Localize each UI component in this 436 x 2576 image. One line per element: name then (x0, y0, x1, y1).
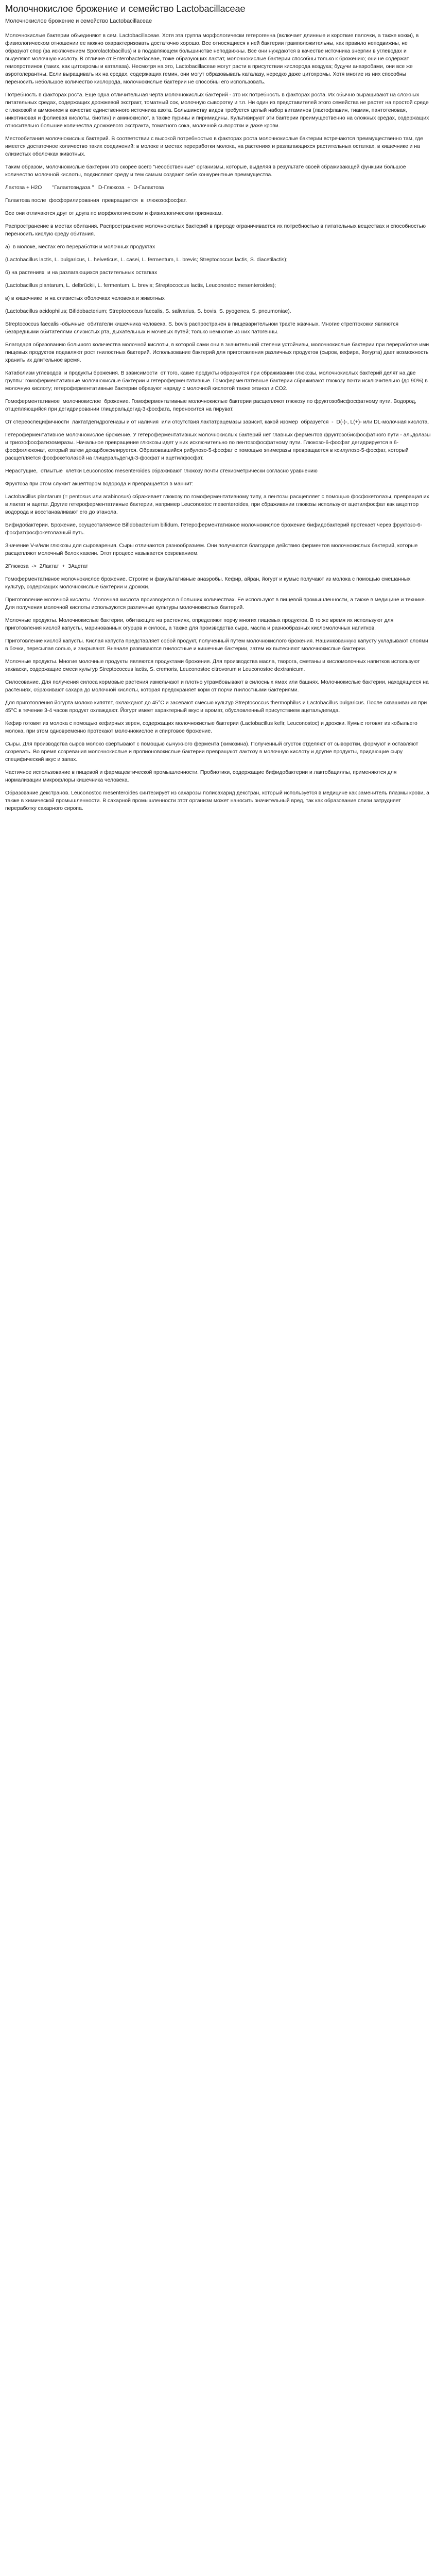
article-paragraph: Гомоферментативное молочнокислое брожение. Гомоферментативные молочнокислые бактерии расщепляют глюкозу по фруктозобисфосфатному пути. Водород, отщепляющийся при дегидрировании глицеральдегид-3-фосфата, переносится на пируват. (5, 399, 418, 412)
article-paragraph: (Lactobacillus acidophilus; Bifidobacterium; Streptococcus faecalis, S. salivarius, S. bovis, S. pyogenes, S. pneumoniae). (5, 309, 291, 314)
article-paragraph: Благодаря образованию большого количества молочной кислоты, в которой сами они в значительной степени устойчивы, молочнокислые бактерии при переработке ими пищевых продуктов подавляют рост гнилостных бактерий. Использование бактерий для приготовления различных продуктов (сыров, кефира, йогурта) дает возможность хранить их длительное время. (5, 342, 431, 363)
article-body (5, 32, 431, 812)
article-paragraph: б) на растениях и на разлагающихся растительных остатках (5, 270, 158, 276)
article-paragraph: Катаболизм углеводов и продукты брожения. В зависимости от того, какие продукты образуются при сбраживании глюкозы, молочнокислых бактерий делят на две группы: гомоферментативные молочнокислые бактерии и гетероферментативные. Гомоферментативные бактерии сбраживают глюкозу почти исключительно (до 90%) в молочную кислоту; гетероферментативные бактерии образуют наряду с молочной кислотой также этанол и CO2. (5, 370, 429, 392)
article-paragraph: Бифидобактерии. Брожение, осуществляемое Bifidobacterium bifidum. Гетероферментативное молочнокислое брожение бифидобактерий протекает через фруктозо-6-фосфатфосфокетолазный путь. (5, 522, 422, 536)
article-paragraph: Образование декстранов. Leuconostoc mesenteroides синтезирует из сахарозы полисахарид декстран, который используется в медицине как заменитель плазмы крови, а также в химической промышленности. В сахарной промышленности этот организм может наносить значительный вред, так как образование слизи затрудняет переработку сахарного сиропа. (5, 790, 431, 811)
article-paragraph: Молочнокислые бактерии объединяют в сем. Lactobacillaceae. Хотя эта группа морфологически гетерогенна (включает длинные и короткие палочки, а также кокки), в физиологическом отношении ее можно охарактеризовать достаточно хорошо. Все относящиеся к ней бактерии грамположительны, как правило неподвижны, не образуют спор (за исключением Sporolactobacillus) и в подавляющем большинстве неподвижны. Все они нуждаются в качестве источника энергии в углеводах и выделяют молочную кислоту. В отличие от Enterobacteriaceae, тоже образующих лактат, молочнокислые бактерии способны только к брожению; они не содержат гемопротеинов (таких, как цитохромы и каталаза). Несмотря на это, Lactobacillaceae могут расти в присутствии кислорода воздуха; будучи анаэробами, они все же аэротолерантны. Если выращивать их на средах, содержащих гемин, они могут образовывать каталазу, нередко даже цитохромы. Хотя многие из них способны переносить небольшое количество кислорода, молочнокислые бактерии не способны его использовать. (5, 33, 421, 85)
article-paragraph: Частичное использование в пищевой и фармацевтической промышленности. Пробиотики, содержащие бифидобактерии и лактобациллы, применяются для нормализации микрофлоры кишечника человека. (5, 770, 398, 783)
article-paragraph: Таким образом, молочнокислые бактерии это скорее всего "несобственные" организмы, которые, выделяя в результате своей сбраживающей функции большое количество молочной кислоты, подкисляют среду и тем самым создают себе конкурентные преимущества. (5, 164, 408, 178)
document-page (0, 0, 436, 828)
article-paragraph: Streptococcus faecalis -обычные обитатели кишечника человека. S. bovis распространен в пищеварительном тракте жвачных. Многие стрептококки являются безвредными обитателями слизистых рта, дыхательных и мочевых путей; только немногие из них патогенны. (5, 321, 400, 335)
article-paragraph: Для приготовления йогурта молоко кипятят, охлаждают до 45°С и засевают смесью культур Streptococcus thermophilus и Lactobacillus bulgaricus. После сквашивания при 45°С в течение 3-4 часов продукт охлаждают. Йогурт имеет характерный вкус и аромат, обусловленный присутствием ацетальдегида. (5, 700, 429, 714)
article-paragraph: Нерастущие, отмытые клетки Leuconostoc mesenteroides сбраживают глюкозу почти стехиометрически согласно уравнению (5, 468, 318, 474)
article-paragraph: Фруктоза при этом служит акцептором водорода и превращается в маннит: (5, 481, 194, 487)
article-paragraph: Все они отличаются друг от друга по морфологическим и физиологическим признакам. (5, 211, 223, 216)
article-paragraph: (Lactobacillus lactis, L. bulgaricus, L. helveticus, L. casei, L. fermentum, L. brevis; Streptococcus lactis, S. diacetilactis); (5, 257, 288, 263)
article-paragraph: а) в молоке, местах его переработки и молочных продуктах (5, 244, 155, 250)
article-paragraph: Силосование. Для получения силоса кормовые растения измельчают и плотно утрамбовывают в силосных ямах или башнях. Молочнокислые бактерии, находящиеся на растениях, сбраживают сахара до молочной кислоты, которая предохраняет корм от порчи гнилостными бактериями. (5, 680, 430, 693)
page-subtitle: Молочнокислое брожение и семейство Lactobacillaceae (5, 18, 152, 24)
article-paragraph: в) в кишечнике и на слизистых оболочках человека и животных (5, 296, 165, 301)
article-paragraph: Потребность в факторах роста. Еще одна отличительная черта молочнокислых бактерий - это их потребность в факторах роста. Их обычно выращивают на сложных питательных средах, содержащих дрожжевой экстракт, томатный сок, молочную сыворотку и т.п. Ни один из представителей этого семейства не растет на простой среде с глюкозой и аммонием в качестве единственного источника азота. Большинству видов требуется целый набор витаминов (лактофлавин, тиамин, пантотеновая, никотиновая и фолиевая кислоты, биотин) и аминокислот, а также пурины и пиримидины. Культивируют эти бактерии преимущественно на сложных средах, содержащих относительно большие количества дрожжевого экстракта, томатного сока, молочной сыворотки и даже крови. (5, 92, 431, 129)
article-paragraph: Молочные продукты. Молочнокислые бактерии, обитающие на растениях, определяют порчу многих пищевых продуктов. В то же время их используют для приготовления кислой капусты, маринованных огурцов и силоса, а также для производства сыра, масла и разнообразных кисломолочных напитков. (5, 618, 395, 631)
article-paragraph: Гетероферментативное молочнокислое брожение. У гетероферментативных молочнокислых бактерий нет главных ферментов фруктозобисфосфатного пути - альдолазы и триозофосфатизомеразы. Начальное превращение глюкозы идет у них исключительно по пентозофосфатному пути. Глюкозо-6-фосфат дегидрируется в 6-фосфоглюконат, который затем декарбоксилируется. Образовавшийся рибулозо-5-фосфат с помощью эпимеразы превращается в ксилулозо-5-фосфат, который расщепляется фосфокетолазой на глицеральдегид-3-фосфат и ацетилфосфат. (5, 432, 432, 461)
page-title: Молочнокислое брожение и семейство Lactobacillaceae (5, 4, 246, 14)
article-paragraph: (Lactobacillus plantarum, L. delbrückii, L. fermentum, L. brevis; Streptococcus lactis, Leuconostoc mesenteroides); (5, 283, 276, 289)
article-paragraph: Местообитания молочнокислых бактерий. В соответствии с высокой потребностью в факторах роста молочнокислые бактерии встречаются преимущественно там, где имеется достаточное количество таких соединений: в молоке и местах переработки молока, на растениях и разлагающихся растительных остатках, в кишечнике и на слизистых оболочках животных. (5, 136, 425, 157)
article-paragraph: Гомоферментативное молочнокислое брожение. Строгие и факультативные анаэробы. Кефир, айран, йогурт и кумыс получают из молока с помощью смешанных культур, содержащих молочнокислые бактерии и дрожжи. (5, 577, 412, 590)
article-paragraph: Сыры. Для производства сыров молоко свертывают с помощью сычужного фермента (химозина). Полученный сгусток отделяют от сыворотки, формуют и оставляют созревать. Во время созревания молочнокислые и пропионовокислые бактерии превращают лактозу в молочную кислоту и другие продукты, придающие сыру специфический вкус и запах. (5, 741, 420, 762)
article-paragraph: Приготовление молочной кислоты. Молочная кислота производится в больших количествах. Ее используют в пищевой промышленности, а также в медицине и технике. Для получения молочной кислоты используются различные культуры молочнокислых бактерий. (5, 597, 428, 611)
article-paragraph: Кефир готовят из молока с помощью кефирных зерен, содержащих молочнокислые бактерии (Lactobacillus kefir, Leuconostoc) и дрожжи. Кумыс готовят из кобыльего молока, при этом одновременно протекают молочнокислое и спиртовое брожение. (5, 721, 419, 734)
article-paragraph: 2Глюкоза -> 2Лактат + 3Ацетат (5, 564, 89, 569)
article-paragraph: От стереоспецифичности лактатдегидрогеназы и от наличия или отсутствия лактатрацемазы зависит, какой изомер образуется - D(-)-, L(+)- или DL-молочная кислота. (5, 419, 429, 425)
article-paragraph: Lactobacillus plantarum (= pentosus или arabinosus) сбраживает глюкозу по гомоферментативному типу, а пентозы расщепляет с помощью фосфокетолазы, превращая их в лактат и ацетат. Другие гетероферментативные бактерии, например Leuconostoc mesenteroides, при сбраживании глюкозы используют ацетилфосфат как акцептор водорода и восстанавливают его до этанола. (5, 494, 431, 515)
article-paragraph: Галактоза после фосфорилирования превращается в глюкозофосфат. (5, 198, 187, 204)
article-paragraph: Значение V-и/или глюкозы для сыроварения. Сыры отличаются разнообразием. Они получаются благодаря действию ферментов молочнокислых бактерий, которые расщепляют молочный белок казеин. Этот процесс называется созреванием. (5, 543, 420, 556)
article-paragraph: Лактоза + H2O "Галактозидаза " D-Глюкоза + D-Галактоза (5, 185, 164, 191)
article-paragraph: Приготовление кислой капусты. Кислая капуста представляет собой продукт, полученный путем молочнокислого брожения. Нашинкованную капусту укладывают слоями в бочки, пересыпая солью, и закрывают. Вначале развиваются гнилостные и кишечные бактерии, затем их вытесняют молочнокислые бактерии. (5, 638, 430, 652)
article-paragraph: Распространение в местах обитания. Распространение молочнокислых бактерий в природе ограничивается их потребностью в питательных веществах и способностью переносить кислую среду обитания. (5, 224, 427, 237)
article-paragraph: Молочные продукты. Многие молочные продукты являются продуктами брожения. Для производства масла, творога, сметаны и кисломолочных напитков используют закваски, содержащие смеси культур Streptococcus lactis, S. cremoris, Leuconostoc citrovorum и Leuconostoc dextranicum. (5, 659, 422, 672)
